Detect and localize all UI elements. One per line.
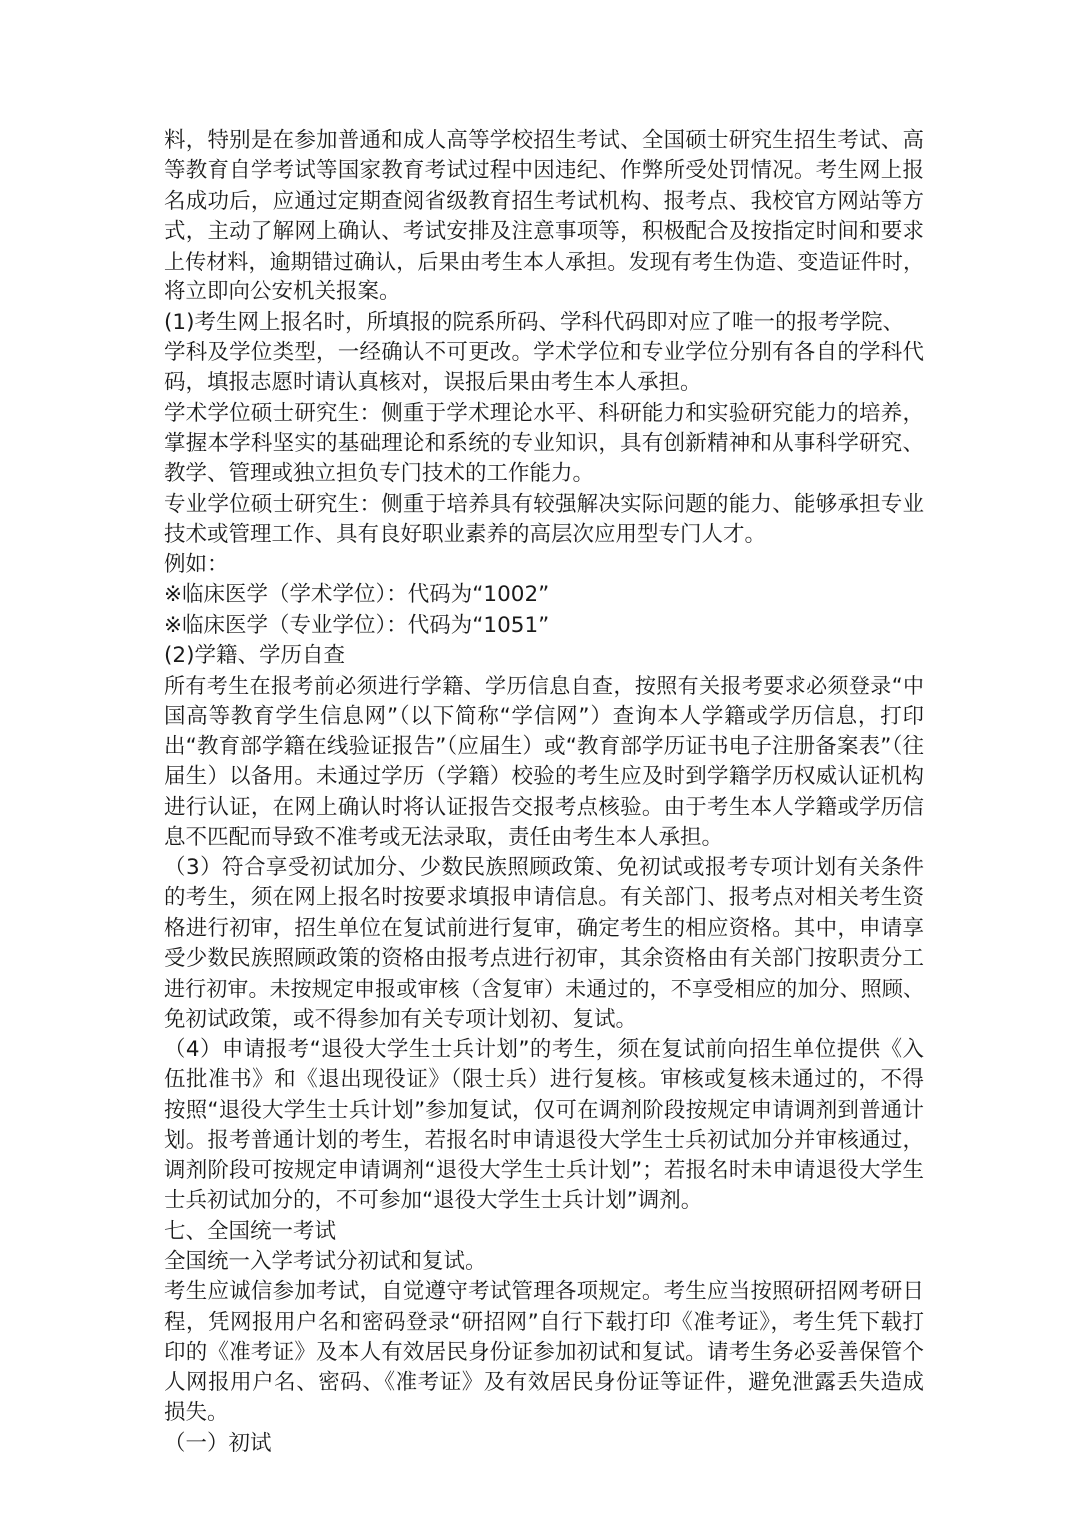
text-line: ※临床医学（专业学位）：代码为“1051” [164,612,550,638]
text-line: 受少数民族照顾政策的资格由报考点进行初审，其余资格由有关部门按职责分工 [164,946,924,972]
text-line: 技术或管理工作、具有良好职业素养的高层次应用型专门人才。 [164,521,767,547]
text-line: 国高等教育学生信息网”（以下简称“学信网”）查询本人学籍或学历信息，打印 [164,703,924,729]
text-line: 七、全国统一考试 [164,1218,337,1244]
text-line: （3）符合享受初试加分、少数民族照顾政策、免初试或报考专项计划有关条件 [164,855,924,881]
text-line: ※临床医学（学术学位）：代码为“1002” [164,582,550,608]
text-line: 将立即向公安机关报案。 [164,279,401,305]
text-line: （4）申请报考“退役大学生士兵计划”的考生，须在复试前向招生单位提供《入 [164,1036,924,1062]
text-line: 进行认证，在网上确认时将认证报告交报考点核验。由于考生本人学籍或学历信 [164,794,924,820]
text-line: 式，主动了解网上确认、考试安排及注意事项等，积极配合及按指定时间和要求 [164,218,924,244]
text-line: 学术学位硕士研究生：侧重于学术理论水平、科研能力和实验研究能力的培养， [164,400,924,426]
text-line: 所有考生在报考前必须进行学籍、学历信息自查，按照有关报考要求必须登录“中 [164,674,924,699]
text-line: 料，特别是在参加普通和成人高等学校招生考试、全国硕士研究生招生考试、高 [164,128,924,153]
text-line: 教学、管理或独立担负专门技术的工作能力。 [164,461,595,487]
text-line: 格进行初审，招生单位在复试前进行复审，确定考生的相应资格。其中，申请享 [164,915,924,941]
text-line: 学科及学位类型，一经确认不可更改。学术学位和专业学位分别有各自的学科代 [164,340,924,366]
text-line: 划。报考普通计划的考生，若报名时申请退役大学生士兵初试加分并审核通过， [164,1127,924,1153]
text-line: 息不匹配而导致不准考或无法录取，责任由考生本人承担。 [164,824,724,850]
text-line: (1)考生网上报名时，所填报的院系所码、学科代码即对应了唯一的报考学院、 [164,309,904,335]
text-line: 人网报用户名、密码、《准考证》及有效居民身份证等证件，避免泄露丢失造成 [164,1370,924,1396]
text-line: 例如： [164,552,229,578]
text-line: 届生）以备用。未通过学历（学籍）校验的考生应及时到学籍学历权威认证机构 [164,764,924,790]
text-line: 印的《准考证》及本人有效居民身份证参加初试和复试。请考生务必妥善保管个 [164,1339,924,1365]
text-line: 程，凭网报用户名和密码登录“研招网”自行下载打印《准考证》，考生凭下载打 [164,1309,924,1335]
document-body [164,126,924,1459]
text-line: 掌握本学科坚实的基础理论和系统的专业知识，具有创新精神和从事科学研究、 [164,430,924,456]
text-line: 的考生，须在网上报名时按要求填报申请信息。有关部门、报考点对相关考生资 [164,885,924,911]
text-line: 上传材料，逾期错过确认，后果由考生本人承担。发现有考生伪造、变造证件时， [164,250,924,275]
text-line: 考生应诚信参加考试，自觉遵守考试管理各项规定。考生应当按照研招网考研日 [164,1279,924,1305]
text-line: (2)学籍、学历自查 [164,643,345,669]
text-line: 全国统一入学考试分初试和复试。 [164,1248,487,1274]
text-line: 专业学位硕士研究生：侧重于培养具有较强解决实际问题的能力、能够承担专业 [164,491,924,517]
text-line: 伍批准书》和《退出现役证》（限士兵）进行复核。审核或复核未通过的，不得 [164,1067,924,1093]
text-line: 出“教育部学籍在线验证报告”（应届生）或“教育部学历证书电子注册备案表”（往 [164,733,924,759]
text-line: 士兵初试加分的，不可参加“退役大学生士兵计划”调剂。 [164,1188,703,1214]
text-line: 按照“退役大学生士兵计划”参加复试，仅可在调剂阶段按规定申请调剂到普通计 [164,1097,924,1123]
text-line: 码，填报志愿时请认真核对，误报后果由考生本人承担。 [164,370,702,396]
text-line: 调剂阶段可按规定申请调剂“退役大学生士兵计划”；若报名时未申请退役大学生 [164,1158,924,1184]
text-line: 免初试政策，或不得参加有关专项计划初、复试。 [164,1006,638,1032]
text-line: 名成功后，应通过定期查阅省级教育招生考试机构、报考点、我校官方网站等方 [164,188,924,214]
text-line: 等教育自学考试等国家教育考试过程中因违纪、作弊所受处罚情况。考生网上报 [164,158,924,184]
text-line: 损失。 [164,1400,229,1426]
text-line: （一）初试 [164,1430,272,1456]
text-line: 进行初审。未按规定申报或审核（含复审）未通过的，不享受相应的加分、照顾、 [164,977,924,1002]
